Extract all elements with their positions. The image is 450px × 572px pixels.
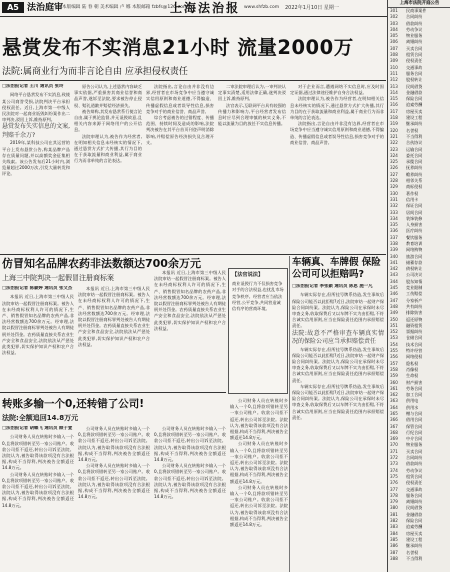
story4-text: 公司财务人员在转账时多输入一个0,且将款项错转至另一家公司账户。收款公司拒不返还,转出公司诉至法院。法院认为,被告取得该款项没有合法根据,构成不当得利,判决被告全额返还14.8万元。: [154, 463, 226, 500]
index-number: 325: [390, 159, 398, 165]
index-number: 317: [390, 108, 398, 114]
index-entry: 劳动争议: [406, 467, 423, 473]
issue-date: 2022年1月10日 星期一: [285, 5, 339, 11]
index-number: 379: [390, 499, 398, 505]
masthead: [0, 0, 450, 17]
story3-byline: □法治报记者 季张颖 通讯员 陈思 施一凡: [292, 284, 373, 289]
index-entry: 旅游合同: [406, 253, 423, 259]
index-entry: 保险合同: [406, 518, 423, 524]
index-entry: 侵权责任: [406, 480, 423, 486]
story4-column-1: [2, 426, 74, 572]
box-title: 【法官说法】: [232, 272, 264, 278]
index-number: 309: [390, 58, 398, 64]
story2-headline: 仿冒知名品牌农药非法数额达700余万元: [2, 257, 201, 270]
index-entry: 保险合同: [406, 96, 423, 102]
index-entry: 借款纠纷: [406, 20, 423, 26]
index-number: 356: [390, 354, 398, 360]
index-number: 388: [390, 555, 398, 561]
index-entry: 票据纠纷: [406, 329, 423, 335]
index-entry: 分家析产: [406, 297, 423, 303]
index-number: 355: [390, 348, 398, 354]
index-entry: 借款纠纷: [406, 461, 423, 467]
lead-column-4: [218, 84, 286, 250]
story4-column-3: [154, 426, 226, 572]
index-entry: 名誉权: [406, 127, 419, 133]
index-number: 323: [390, 146, 398, 152]
index-number: 331: [390, 196, 398, 202]
index-entry: 劳务合同: [406, 385, 423, 391]
divider: [0, 392, 226, 393]
story3-text: 车辆实际存在,但所挂号牌系伪造,发生事故后保险公司能否以此拒赔?近日,法院审结一起财产保险合同纠纷案。法院认为,保险公司在承保时未尽审查义务,收取保费后又以车牌不实为由拒赔,不符合诚实信用原则,应当在保险责任范围内承担赔偿责任。: [292, 383, 384, 420]
lead-byline: □法治报记者 王川 通讯员 张玲: [2, 84, 64, 89]
court-notice-index: [387, 0, 450, 572]
index-number: 371: [390, 448, 398, 454]
lead-paragraph: 法官表示,互联网平台具有较强的传播力和影响力,平台经营者发布信息时应尽到合理审慎的核实义务,不能以流量为目的放任不实信息传播。: [218, 102, 286, 127]
index-entry: 餐饮服务: [406, 234, 423, 240]
lead-subhead: 法院:属商业行为而非言论自由 应承担侵权责任: [2, 67, 188, 77]
index-entry: 合同纠纷: [406, 14, 423, 20]
index-number: 361: [390, 385, 398, 391]
box-text: 商业诋毁行为不仅损害竞争对手的合法权益,也扰乱市场竞争秩序。经营者应当依法经营,公平竞争,共同营造诚信有序的营商环境。: [232, 281, 284, 312]
index-number: 348: [390, 303, 398, 309]
index-entry: 隐私权: [406, 360, 419, 366]
index-entry: 民商事案件: [406, 8, 427, 13]
index-number: 304: [390, 26, 398, 32]
story4-text: 公司财务人员在转账时多输入一个0,且将款项错转至另一家公司账户。收款公司拒不返还,转出公司诉至法院。法院认为,被告取得该款项没有合法根据,构成不当得利,判决被告全额返还14.8万元。: [78, 463, 150, 500]
lead-column-5: [290, 84, 384, 250]
index-number: 332: [390, 203, 398, 209]
index-entry: 租赁合同: [406, 473, 423, 479]
judge-comment-box: [228, 268, 288, 394]
story2-text: 本报讯 近日,上海市第三中级人民法院审结一起假冒注册商标案。被告人在未经商标权利人许可的情况下,生产、销售假冒知名品牌的农药产品,非法经营数额达700余万元。经审理,法院以假冒注册商标罪判处被告人有期徒刑并处罚金。农药质量直接关系农业生产安全和食品安全,法院依法从严惩处此类犯罪,切实保护知识产权和农户合法权益。: [2, 294, 74, 356]
index-entry: 物业服务: [406, 442, 423, 448]
index-entry: 委托合同: [406, 152, 423, 158]
story3-text: 车辆实际存在,但所挂号牌系伪造,发生事故后保险公司能否以此拒赔?近日,法院审结一起财产保险合同纠纷案。法院认为,保险公司在承保时未尽审查义务,收取保费后又以车牌不实为由拒赔,不符合诚实信用原则,应当在保险责任范围内承担赔偿责任。: [292, 346, 384, 383]
story2-text: 本报讯 近日,上海市第三中级人民法院审结一起假冒注册商标案。被告人在未经商标权利人许可的情况下,生产、销售假冒知名品牌的农药产品,非法经营数额达700余万元。经审理,法院以假冒注册商标罪判处被告人有期徒刑并处罚金。农药质量直接关系农业生产安全和食品安全,法院依法从严惩处此类犯罪,切实保护知识产权和农户合法权益。: [154, 270, 226, 331]
index-entry: 生命权: [406, 373, 419, 379]
index-number: 333: [390, 209, 398, 215]
index-entry: 排除妨害: [406, 310, 423, 316]
index-number: 312: [390, 77, 398, 83]
index-entry: 租赁合同: [406, 52, 423, 58]
index-entry: 行纪合同: [406, 429, 423, 435]
index-entry: 民间借贷: [406, 83, 423, 89]
index-entry: 买卖合同: [406, 448, 423, 454]
index-entry: 买卖合同: [406, 45, 423, 51]
index-number: 369: [390, 436, 398, 442]
index-number: 374: [390, 467, 398, 473]
lead-column-2: [74, 84, 142, 250]
index-list: [388, 8, 450, 562]
index-number: 364: [390, 404, 398, 410]
index-number: 326: [390, 165, 398, 171]
index-entry: 交通事故: [406, 486, 423, 492]
column-divider: [289, 256, 290, 572]
index-number: 360: [390, 379, 398, 385]
story2-column-2: [78, 286, 150, 386]
story2-byline: □法治报记者 陈颖婷 通讯员 张文杰: [2, 286, 73, 291]
index-entry: 股权转让: [406, 77, 423, 83]
page-badge: A5: [2, 2, 24, 13]
index-number: 349: [390, 310, 398, 316]
index-number: 387: [390, 549, 398, 555]
index-title: 上海市法院开庭公告: [388, 0, 450, 8]
index-number: 315: [390, 96, 398, 102]
index-number: 302: [390, 14, 398, 20]
story4-column-2: [78, 426, 150, 572]
story4-text: 公司财务人员在转账时多输入一个0,且将款项错转至另一家公司账户。收款公司拒不返还,转出公司诉至法院。法院认为,被告取得该款项没有合法根据,构成不当得利,判决被告全额返还14.8万元。: [154, 426, 226, 463]
index-number: 311: [390, 70, 398, 76]
index-entry: 劳动争议: [406, 26, 423, 32]
story3-headline: 车辆真、车牌假 保险公司可以拒赔吗?: [292, 257, 381, 280]
index-number: 330: [390, 190, 398, 196]
index-number: 335: [390, 222, 398, 228]
story2-subhead: 上海三中院判决一起假冒注册商标案: [2, 274, 114, 282]
index-number: 305: [390, 33, 398, 39]
lead-headline: 悬赏发布不实消息21小时 流量2000万: [2, 36, 354, 59]
index-number: 372: [390, 455, 398, 461]
index-number: 345: [390, 285, 398, 291]
index-entry: 民间借贷: [406, 505, 423, 511]
lead-paragraph: 二审法院审理后认为,一审判决认定事实清楚,适用法律正确,遂判决驳回上诉,维持原判。: [218, 84, 286, 102]
index-entry: 加工合同: [406, 392, 423, 398]
main-content: [0, 16, 386, 572]
newspaper-url: www.shfzb.com: [244, 5, 280, 10]
index-entry: 供用水: [406, 404, 419, 410]
index-number: 338: [390, 240, 398, 246]
index-entry: 建设工程: [406, 536, 423, 542]
story4-text: 公司财务人员在转账时多输入一个0,且将款项错转至另一家公司账户。收款公司拒不返还,转出公司诉至法院。法院认为,被告取得该款项没有合法根据,构成不当得利,判决被告全额返还14.8万元。: [78, 426, 150, 463]
story3-callout: 法院:故意不严格审查车辆真实情况的保险公司应当承担赔偿责任: [292, 329, 384, 346]
index-entry: 居间合同: [406, 209, 423, 215]
index-entry: 公司决议: [406, 272, 423, 278]
index-entry: 网络购物: [406, 247, 423, 253]
index-number: 320: [390, 127, 398, 133]
index-number: 327: [390, 171, 398, 177]
index-entry: 不当得利: [406, 133, 423, 139]
index-number: 370: [390, 442, 398, 448]
index-number: 308: [390, 52, 398, 58]
lead-paragraph: 网络平台悬赏发布不实消息,致使某公司商誉受损,法院判决平台承担侵权责任。近日,上海市第一中级人民法院对一起商业诋毁纠纷案作出二审判决,驳回上诉,维持原判。: [2, 92, 70, 123]
index-entry: 赠与合同: [406, 411, 423, 416]
index-entry: 债权转让: [406, 266, 423, 272]
index-entry: 医疗纠纷: [406, 228, 423, 234]
index-entry: 供用电: [406, 398, 419, 404]
index-number: 376: [390, 480, 398, 486]
index-number: 385: [390, 536, 398, 542]
index-entry: 追索劳酬: [406, 524, 423, 530]
index-number: 303: [390, 20, 398, 26]
story4-text: 公司财务人员在转账时多输入一个0,且将款项错转至另一家公司账户。收款公司拒不返还,转出公司诉至法院。法院认为,被告取得该款项没有合法根据,构成不当得利,判决被告全额返还14.8万元。: [2, 434, 74, 471]
lead-paragraph: 原告公司认为,上述悬赏内容缺乏事实依据,严重损害其商业信誉和商品声誉,遂诉至法院,要求被告停止侵权、赔礼道歉并赔偿经济损失。: [74, 84, 142, 108]
index-entry: 建设工程: [406, 115, 423, 121]
newspaper-logo: 上海法治报: [170, 1, 241, 15]
lead-paragraph: 法院指出,言论自由并非没有边界,经营者在市场竞争中应当遵守诚实信用原则和商业道德,不得编造、传播虚假信息或者误导性信息,损害竞争对手的商业信誉、商品声誉。: [290, 121, 384, 145]
index-number: 354: [390, 341, 398, 347]
index-entry: 不当得利: [406, 555, 423, 561]
index-number: 358: [390, 366, 398, 372]
index-number: 313: [390, 83, 398, 89]
index-number: 373: [390, 461, 398, 467]
index-number: 375: [390, 473, 398, 479]
index-entry: 股东知情: [406, 278, 423, 284]
index-number: 362: [390, 392, 398, 398]
index-number: 344: [390, 278, 398, 284]
index-entry: 工伤赔偿: [406, 291, 423, 297]
index-entry: 追索劳酬: [406, 102, 423, 108]
index-number: 306: [390, 39, 398, 45]
story3-column: [292, 284, 384, 572]
story2-column-3: [154, 270, 226, 386]
index-number: 382: [390, 518, 398, 524]
index-entry: 继承纠纷: [406, 543, 423, 549]
index-entry: 合同纠纷: [406, 455, 423, 461]
lead-paragraph: 2019年,某科技公司在其运营的平台上发布悬赏公告,称某品牌产品存在质量问题,并以高额奖金征集相关线索。该公告发布后21小时内,浏览量超过2000万次,引发大量转发和评论。: [2, 140, 70, 177]
index-number: 346: [390, 291, 398, 297]
index-entry: 储蓄存款: [406, 259, 423, 265]
story4-text: 公司财务人员在转账时多输入一个0,且将款项错转至另一家公司账户。收款公司拒不返还,转出公司诉至法院。法院认为,被告取得该款项没有合法根据,构成不当得利,判决被告全额返还14.8万元。: [2, 471, 74, 508]
index-entry: 商标侵权: [406, 184, 423, 190]
index-number: 316: [390, 102, 398, 108]
index-number: 334: [390, 215, 398, 221]
index-number: 350: [390, 316, 398, 322]
index-entry: 赡养纠纷: [406, 171, 423, 177]
index-entry: 相邻关系: [406, 178, 423, 184]
index-entry: 仓储合同: [406, 335, 423, 341]
lead-paragraph: 综合考虑被告的过错程度、传播范围、持续时间及造成的影响,法院判决被告在其平台首页刊登声明消除影响,并赔偿原告经济损失及合理开支。: [146, 115, 214, 145]
index-number: 381: [390, 511, 398, 517]
index-entry: 物业服务: [406, 33, 423, 39]
index-number: 353: [390, 335, 398, 341]
lead-column-3: [146, 84, 214, 250]
story4-headline: 转账多输一个0,还转错了公司!: [2, 398, 145, 410]
lead-column-1: [2, 84, 70, 250]
index-entry: 装饰装修: [406, 215, 423, 221]
story4-text: 公司财务人员在转账时多输入一个0,且将款项错转至另一家公司账户。收款公司拒不返还,转出公司诉至法院。法院认为,被告取得该款项没有合法根据,构成不当得利,判决被告全额返还14.8万元。: [230, 441, 288, 484]
index-entry: 离婚纠纷: [406, 499, 423, 505]
index-entry: 金融借款: [406, 89, 423, 95]
index-entry: 离婚纠纷: [406, 39, 423, 45]
index-entry: 服务合同: [406, 492, 423, 498]
index-entry: 特许经营: [406, 348, 423, 354]
index-number: 367: [390, 423, 398, 429]
index-number: 324: [390, 152, 398, 158]
index-entry: 著作权: [406, 190, 419, 196]
index-number: 347: [390, 297, 398, 303]
lead-paragraph: 法院指出,言论自由并非没有边界,经营者在市场竞争中应当遵守诚实信用原则和商业道德,不得编造、传播虚假信息或者误导性信息,损害竞争对手的商业信誉、商品声誉。: [146, 84, 214, 114]
index-entry: 房屋买卖: [406, 530, 423, 536]
lead-paragraph: 对于企业而言,遭遇网络不实信息时,应及时固定证据,通过法律途径维护自身合法权益。: [290, 84, 384, 96]
index-entry: 返还原物: [406, 316, 423, 322]
index-entry: 承揽合同: [406, 159, 423, 165]
index-number: 339: [390, 247, 398, 253]
index-entry: 技术合同: [406, 341, 423, 347]
index-entry: 保管合同: [406, 423, 423, 429]
index-entry: 共有纠纷: [406, 303, 423, 309]
story2-text: 本报讯 近日,上海市第三中级人民法院审结一起假冒注册商标案。被告人在未经商标权利人许可的情况下,生产、销售假冒知名品牌的农药产品,非法经营数额达700余万元。经审理,法院以假冒注册商标罪判处被告人有期徒刑并处罚金。农药质量直接关系农业生产安全和食品安全,法院依法从严惩处此类犯罪,切实保护知识产权和农户合法权益。: [78, 286, 150, 347]
index-number: 329: [390, 184, 398, 190]
index-entry: 中介合同: [406, 436, 423, 442]
index-number: 378: [390, 492, 398, 498]
index-entry: 肖像权: [406, 366, 419, 372]
index-number: 341: [390, 259, 398, 265]
index-number: 337: [390, 234, 398, 240]
index-entry: 教育培训: [406, 240, 423, 246]
section-title: 法治庭审: [27, 3, 64, 13]
index-entry: 交通事故: [406, 64, 423, 70]
index-number: 352: [390, 329, 398, 335]
story4-text: 公司财务人员在转账时多输入一个0,且将款项错转至另一家公司账户。收款公司拒不返还,转出公司诉至法院。法院认为,被告取得该款项没有合法根据,构成不当得利,判决被告全额返还14.8万元。: [230, 398, 288, 441]
index-number: 321: [390, 133, 398, 139]
index-number: 310: [390, 64, 398, 70]
index-number: 322: [390, 140, 398, 146]
index-number: 357: [390, 360, 398, 366]
index-number: 301: [390, 8, 398, 13]
index-entry: 合伙协议: [406, 140, 423, 146]
lead-paragraph: 法院审理认为,被告作为经营者,在明知相关信息未经核实的情况下,通过悬赏方式扩大传播,其行为目的在于获取流量和商业利益,属于商业行为而非单纯的言论表达。: [290, 96, 384, 121]
story3-text: 车辆实际存在,但所挂号牌系伪造,发生事故后保险公司能否以此拒赔?近日,法院审结一起财产保险合同纠纷案。法院认为,保险公司在承保时未尽审查义务,收取保费后又以车牌不实为由拒赔,不符合诚实信用原则,应当在保险责任范围内承担赔偿责任。: [292, 292, 384, 329]
story2-column-1: [2, 286, 74, 386]
index-number: 365: [390, 411, 398, 416]
index-entry: 竞业限制: [406, 285, 423, 291]
index-entry: 金融借款: [406, 511, 423, 517]
story4-subhead: 法院:全额追回14.8万元: [2, 414, 79, 422]
index-number: 377: [390, 486, 398, 492]
lead-callout: 悬赏发布失实信息的文案,判赔千余万?: [2, 123, 70, 139]
index-entry: 人身损害: [406, 222, 423, 228]
index-entry: 财产损害: [406, 379, 423, 385]
index-entry: 名誉权: [406, 549, 419, 555]
index-number: 384: [390, 530, 398, 536]
index-number: 307: [390, 45, 398, 51]
lead-paragraph: 法院审理认为,被告作为经营者,在明知相关信息未经核实的情况下,通过悬赏方式扩大传播,其行为目的在于获取流量和商业利益,属于商业行为而非单纯的言论表达。: [74, 133, 142, 164]
index-entry: 房屋买卖: [406, 108, 423, 114]
index-entry: 运输合同: [406, 146, 423, 152]
index-number: 319: [390, 121, 398, 127]
story4-byline: □法治报记者 胡蝶飞 通讯员 顾子萱: [2, 426, 73, 431]
editor-meta: 本版编辑 陆 春 朝 美术编辑 卢 娜 本版邮箱 fzbfs@126.com: [62, 5, 188, 10]
index-entry: 网络侵权: [406, 354, 423, 360]
index-entry: 信用卡: [406, 196, 419, 202]
index-entry: 继承纠纷: [406, 121, 423, 127]
divider: [0, 254, 386, 255]
index-number: 343: [390, 272, 398, 278]
index-entry: 借用合同: [406, 417, 423, 423]
index-entry: 抚养纠纷: [406, 165, 423, 171]
index-number: 383: [390, 524, 398, 530]
index-number: 363: [390, 398, 398, 404]
index-number: 336: [390, 228, 398, 234]
index-number: 318: [390, 115, 398, 121]
index-entry: 保证合同: [406, 203, 423, 209]
index-number: 342: [390, 266, 398, 272]
index-entry: 服务合同: [406, 70, 423, 76]
index-entry: 侵权责任: [406, 58, 423, 64]
index-row: [388, 556, 450, 562]
index-number: 314: [390, 89, 398, 95]
index-number: 386: [390, 543, 398, 549]
index-number: 380: [390, 505, 398, 511]
index-number: 359: [390, 373, 398, 379]
index-entry: 融资租赁: [406, 322, 423, 328]
divider: [0, 80, 386, 81]
story4-column-4: [230, 398, 288, 572]
story4-text: 公司财务人员在转账时多输入一个0,且将款项错转至另一家公司账户。收款公司拒不返还,转出公司诉至法院。法院认为,被告取得该款项没有合法根据,构成不当得利,判决被告全额返还14.8万元。: [230, 484, 288, 528]
index-number: 328: [390, 178, 398, 184]
index-number: 368: [390, 429, 398, 435]
index-number: 366: [390, 417, 398, 423]
index-number: 340: [390, 253, 398, 259]
index-number: 351: [390, 322, 398, 328]
lead-paragraph: 被告辩称,其发布悬赏系行使言论自由,属于舆论监督,并无诋毁故意,且相关内容来源于网络用户的公开信息。: [74, 108, 142, 133]
